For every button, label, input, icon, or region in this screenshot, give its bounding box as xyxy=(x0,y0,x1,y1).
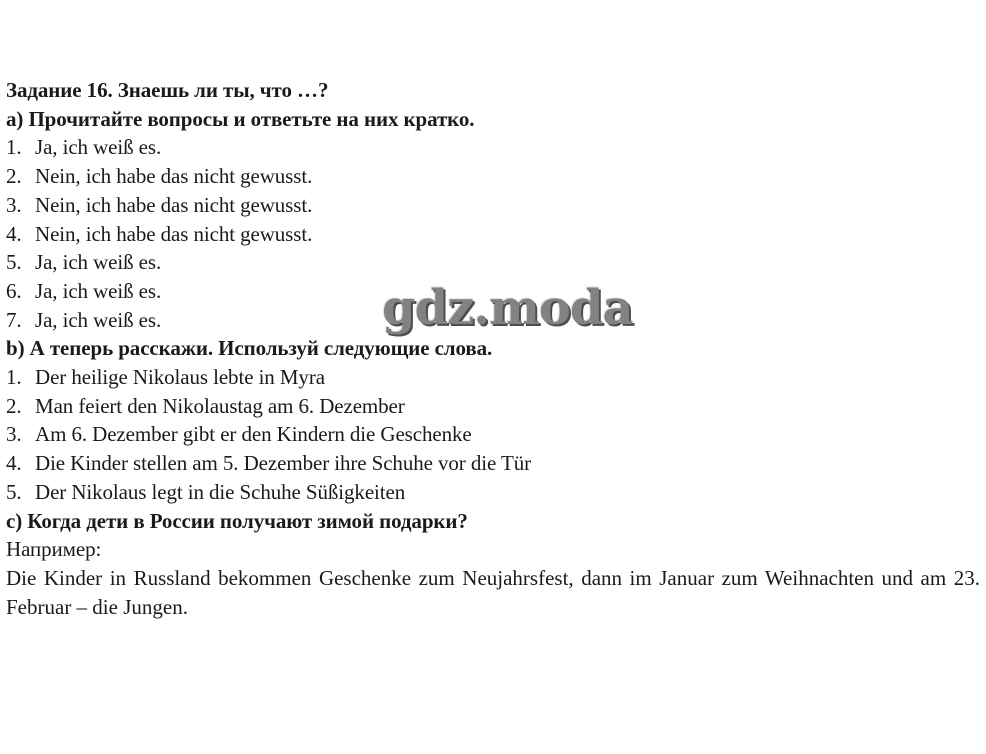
item-number: 1. xyxy=(6,365,22,390)
item-number: 5. xyxy=(6,479,22,504)
item-number: 7. xyxy=(6,307,22,332)
item-text: Ja, ich weiß es. xyxy=(35,135,162,160)
example-label: Например: xyxy=(6,537,102,562)
item-text: Man feiert den Nikolaustag am 6. Dezember xyxy=(35,393,405,418)
item-text: Nein, ich habe das nicht gewusst. xyxy=(35,192,313,217)
item-text: Der Nikolaus legt in die Schuhe Süßigkeiten xyxy=(35,479,406,504)
item-number: 2. xyxy=(6,393,22,418)
task-title: Задание 16. Знаешь ли ты, что …? xyxy=(6,78,329,102)
item-text: Ja, ich weiß es. xyxy=(35,278,162,303)
section-b-list xyxy=(6,363,980,507)
item-text: Nein, ich habe das nicht gewusst. xyxy=(35,164,313,189)
item-text: Ja, ich weiß es. xyxy=(35,307,162,332)
watermark-logo: gdz.moda xyxy=(382,280,633,336)
list-item xyxy=(6,191,980,220)
item-text: Nein, ich habe das nicht gewusst. xyxy=(35,221,313,246)
list-item xyxy=(6,363,980,392)
list-item xyxy=(6,420,980,449)
item-number: 2. xyxy=(6,164,22,189)
list-item xyxy=(6,248,980,277)
list-item xyxy=(6,478,980,507)
list-item xyxy=(6,306,980,335)
item-number: 3. xyxy=(6,422,22,447)
list-item xyxy=(6,392,980,421)
section-a-list xyxy=(6,133,980,334)
example-paragraph: Die Kinder in Russland bekommen Geschenke zum Neujahrsfest, dann im Januar zum Weihnachten und am 23. Februar – die Jungen. xyxy=(6,565,980,619)
document-page xyxy=(6,76,980,621)
item-number: 4. xyxy=(6,221,22,246)
item-number: 5. xyxy=(6,250,22,275)
section-b-heading: b) А теперь расскажи. Используй следующие слова. xyxy=(6,336,493,361)
item-text: Am 6. Dezember gibt er den Kindern die Geschenke xyxy=(35,422,472,447)
item-text: Der heilige Nikolaus lebte in Myra xyxy=(35,365,325,390)
item-number: 4. xyxy=(6,451,22,476)
list-item xyxy=(6,162,980,191)
item-text: Die Kinder stellen am 5. Dezember ihre Schuhe vor die Tür xyxy=(35,451,531,476)
section-a-heading: a) Прочитайте вопросы и ответьте на них кратко. xyxy=(6,106,475,131)
list-item xyxy=(6,277,980,306)
list-item xyxy=(6,449,980,478)
list-item xyxy=(6,220,980,249)
list-item xyxy=(6,133,980,162)
item-number: 1. xyxy=(6,135,22,160)
item-number: 6. xyxy=(6,278,22,303)
item-text: Ja, ich weiß es. xyxy=(35,250,162,275)
item-number: 3. xyxy=(6,192,22,217)
section-c-heading: c) Когда дети в России получают зимой подарки? xyxy=(6,508,468,533)
